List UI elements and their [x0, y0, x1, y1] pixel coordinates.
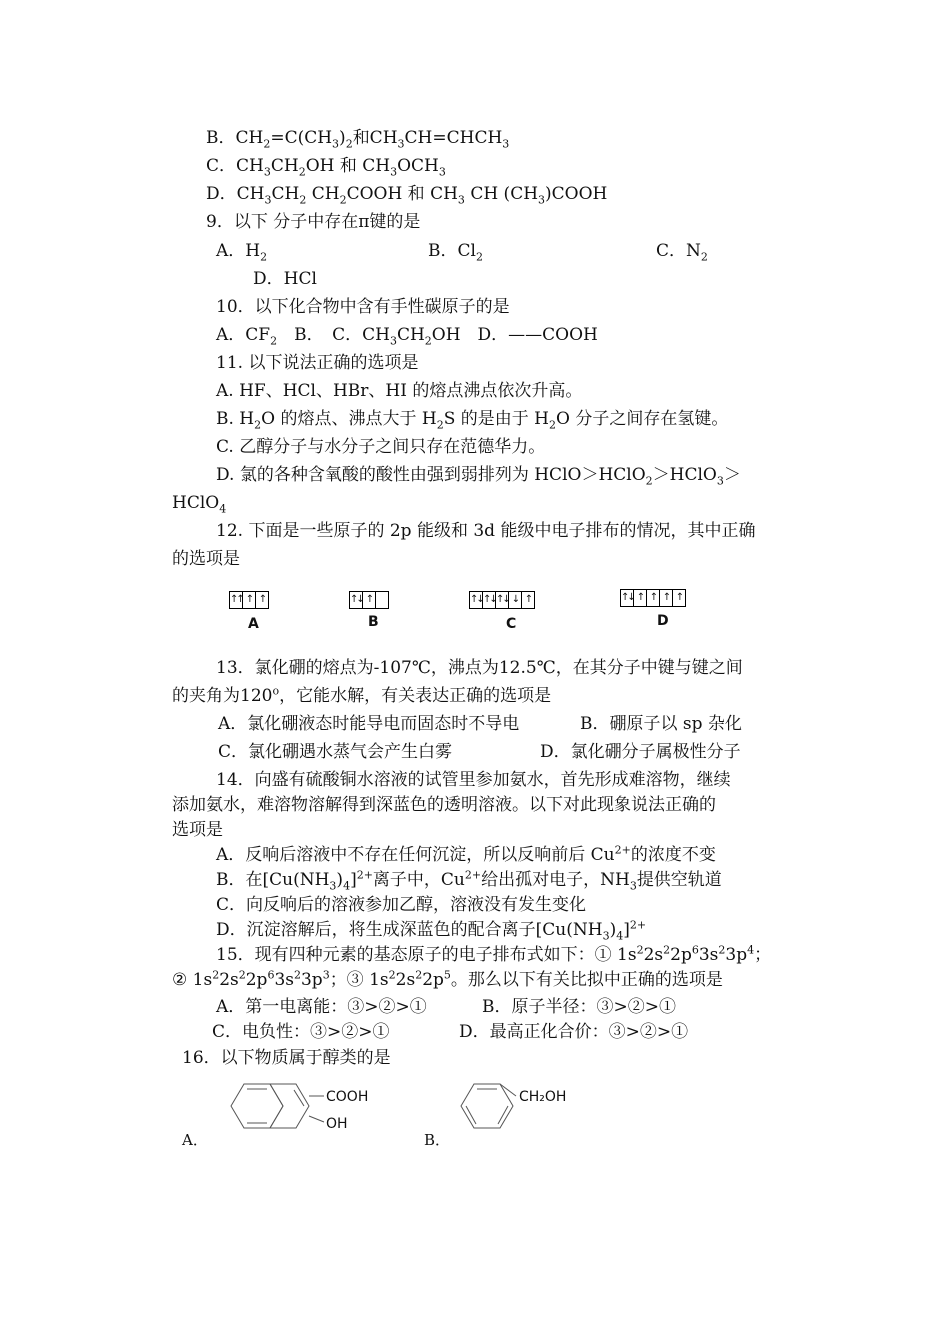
- q15-option-a: A．第一电离能：③>②>①: [216, 997, 427, 1017]
- q9-stem: 9．以下 分子中存在π键的是: [206, 212, 421, 232]
- orbital-box: ↓: [509, 592, 522, 608]
- q14-stem-line1: 14．向盛有硫酸铜水溶液的试管里参加氨水，首先形成难溶物，继续: [216, 770, 731, 790]
- q8-option-c: C．$CH_3CH_2OH$ 和 $CH_3OCH_3$: [206, 156, 446, 179]
- orbital-diagram-d: [620, 589, 686, 607]
- q9-option-d: D．HCl: [253, 269, 317, 289]
- q14-option-d: D．沉淀溶解后，将生成深蓝色的配合离子$[Cu(NH_3)_4]^{2+}$: [216, 918, 647, 943]
- q11-option-d-cont: HClO$_4$: [172, 493, 227, 516]
- q13-option-b: B．硼原子以 sp 杂化: [580, 714, 742, 734]
- q15-option-d: D．最高正化合价：③>②>①: [459, 1022, 689, 1042]
- naphthalene-structure: [212, 1080, 392, 1140]
- q13-stem-line2: 的夹角为120$^o$，它能水解，有关表达正确的选项是: [172, 684, 552, 706]
- q10-options: A．$CF_2$ B． C．$CH_3CH_2OH$ D．——COOH: [216, 325, 598, 348]
- q14-option-a: A．反响后溶液中不存在任何沉淀，所以反响前后 $Cu^{2+}$的浓度不变: [216, 843, 716, 865]
- q12-stem-line2: 的选项是: [172, 549, 240, 569]
- orbital-diagram-a: [229, 591, 269, 609]
- q11-option-c: C. 乙醇分子与水分子之间只存在范德华力。: [216, 437, 546, 457]
- q12-stem-line1: 12. 下面是一些原子的 2p 能级和 3d 能级中电子排布的情况，其中正确: [216, 521, 756, 541]
- orbital-diagram-c: [469, 591, 535, 609]
- orbital-box: ↑↓: [496, 592, 509, 608]
- q16-option-a-label: A．: [182, 1131, 208, 1149]
- oh-group: OH: [326, 1116, 348, 1132]
- ch2oh-group: CH₂OH: [519, 1089, 567, 1105]
- q15-option-c: C．电负性：③>②>①: [212, 1022, 390, 1042]
- q16-option-b-label: B．: [424, 1131, 451, 1149]
- orbital-box: ↑↓: [470, 592, 483, 608]
- orbital-box: ↑↓: [350, 592, 363, 608]
- orbital-label-c: C: [506, 616, 517, 632]
- q9-option-a: A．$H_2$: [216, 241, 268, 264]
- orbital-box: ↑: [647, 590, 660, 606]
- orbital-box: ↑: [524, 594, 532, 605]
- orbital-label-d: D: [657, 613, 669, 629]
- orbital-box: ↑: [634, 590, 647, 606]
- orbital-box: ↑: [258, 594, 266, 605]
- q13-option-c: C．氯化硼遇水蒸气会产生白雾: [218, 742, 453, 762]
- orbital-label-b: B: [368, 614, 379, 630]
- benzyl-alcohol-structure: [452, 1080, 592, 1140]
- q14-option-c: C．向反响后的溶液参加乙醇，溶液没有发生变化: [216, 895, 587, 915]
- q15-stem-line2: ② $1s^22s^22p^63s^23p^3$；③ $1s^22s^22p^5$。那么以下有关比拟中正确的选项是: [172, 968, 723, 990]
- orbital-box: ↑: [243, 592, 256, 608]
- orbital-box: ↑↓: [483, 592, 496, 608]
- q14-stem-line3: 选项是: [172, 820, 223, 840]
- cooh-group: COOH: [326, 1089, 369, 1105]
- q8-option-b: B．$CH_2=C(CH_3)_2$和$CH_3CH=CHCH_3$: [206, 128, 510, 151]
- orbital-box: ↑: [363, 592, 376, 608]
- orbital-label-a: A: [248, 616, 259, 632]
- q10-stem: 10．以下化合物中含有手性碳原子的是: [216, 297, 510, 317]
- orbital-diagram-b: [349, 591, 389, 609]
- q9-option-c: C．$N_2$: [656, 241, 708, 264]
- q8-option-d: D．$CH_3CH_2$ $CH_2COOH$ 和 $CH_3$ CH $(CH_3)COOH$: [206, 184, 608, 207]
- q13-option-d: D．氯化硼分子属极性分子: [540, 742, 741, 762]
- q14-option-b: B．在$[Cu(NH_3)_4]^{2+}$离子中，$Cu^{2+}$给出孤对电子，$NH_3$提供空轨道: [216, 868, 722, 893]
- q16-stem: 16．以下物质属于醇类的是: [182, 1048, 391, 1068]
- q14-stem-line2: 添加氨水，难溶物溶解得到深蓝色的透明溶液。以下对此现象说法正确的: [172, 795, 716, 815]
- orbital-box: ↑: [660, 590, 673, 606]
- q11-stem: 11. 以下说法正确的选项是: [216, 353, 419, 373]
- q9-option-b: B．$Cl_2$: [428, 241, 483, 264]
- q11-option-b: B. $H_2O$ 的熔点、沸点大于 $H_2S$ 的是由于 $H_2O$ 分子之间存在氢键。: [216, 409, 729, 432]
- q13-option-a: A．氯化硼液态时能导电而固态时不导电: [218, 714, 520, 734]
- orbital-box: ↑: [675, 592, 683, 603]
- orbital-box: ↑↓: [621, 590, 634, 606]
- orbital-box: ↑↑: [230, 592, 243, 608]
- q15-option-b: B．原子半径：③>②>①: [482, 997, 676, 1017]
- q11-option-d: D. 氯的各种含氧酸的酸性由强到弱排列为 HClO＞HClO$_2$＞HClO$_3$＞: [216, 465, 741, 488]
- q11-option-a: A. HF、HCl、HBr、HI 的熔点沸点依次升高。: [216, 381, 583, 401]
- q13-stem-line1: 13．氯化硼的熔点为-107℃，沸点为12.5℃，在其分子中键与键之间: [216, 658, 743, 678]
- q15-stem-line1: 15．现有四种元素的基态原子的电子排布式如下：① $1s^22s^22p^63s^23p^4$；: [216, 943, 772, 965]
- orbital-box: [376, 592, 388, 608]
